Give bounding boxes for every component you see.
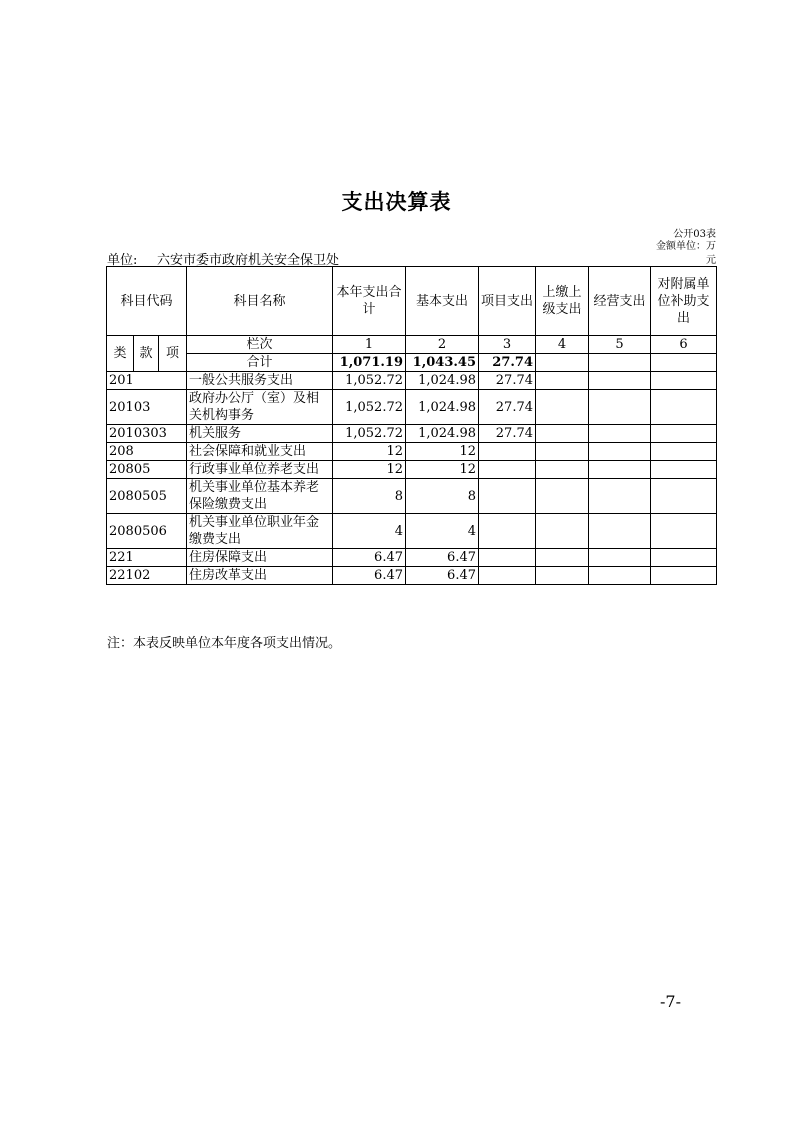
row-total: 12 [333,461,406,479]
table-row [107,567,717,585]
header-project: 项目支出 [479,267,536,336]
row-project: 27.74 [479,425,536,443]
row-code: 2080506 [107,514,187,549]
expenditure-table [106,266,717,585]
table-row [107,390,717,425]
row-code: 22102 [107,567,187,585]
row-basic: 4 [406,514,479,549]
row-total: 6.47 [333,567,406,585]
page-number: -7- [660,992,681,1011]
row-project [479,443,536,461]
row-total: 6.47 [333,549,406,567]
row-basic: 1,024.98 [406,372,479,390]
row-name: 政府办公厅（室）及相关机构事务 [187,390,333,425]
row-basic: 1,024.98 [406,390,479,425]
row-code: 20103 [107,390,187,425]
table-row [107,514,717,549]
row-code: 2080505 [107,479,187,514]
row-total: 1,052.72 [333,372,406,390]
column-index-row [107,336,717,354]
row-name: 社会保障和就业支出 [187,443,333,461]
amount-unit-line1: 金额单位：万 [656,241,716,252]
total-basic: 1,043.45 [406,354,479,372]
table-row [107,461,717,479]
row-basic: 6.47 [406,549,479,567]
row-code: 2010303 [107,425,187,443]
header-xiang: 项 [159,336,187,372]
header-basic: 基本支出 [406,267,479,336]
column-index-label: 栏次 [187,336,333,354]
row-project [479,461,536,479]
row-name: 行政事业单位养老支出 [187,461,333,479]
row-project [479,514,536,549]
row-total: 1,052.72 [333,390,406,425]
table-row [107,549,717,567]
col-number-2: 2 [406,336,479,354]
row-project [479,479,536,514]
col-number-1: 1 [333,336,406,354]
col-number-3: 3 [479,336,536,354]
row-code: 208 [107,443,187,461]
row-code: 20805 [107,461,187,479]
row-name: 住房改革支出 [187,567,333,585]
row-total: 8 [333,479,406,514]
amount-unit [656,240,716,268]
table-row [107,479,717,514]
total-label: 合计 [187,354,333,372]
org-name: 六安市委市政府机关安全保卫处 [157,253,340,268]
row-basic: 12 [406,461,479,479]
header-total: 本年支出合计 [333,267,406,336]
page-title: 支出决算表 [341,190,452,214]
header-business: 经营支出 [589,267,651,336]
row-total: 4 [333,514,406,549]
table-row [107,425,717,443]
header-subsidiary: 对附属单位补助支出 [651,267,717,336]
col-number-4: 4 [536,336,589,354]
row-name: 一般公共服务支出 [187,372,333,390]
row-name: 住房保障支出 [187,549,333,567]
row-name: 机关服务 [187,425,333,443]
row-basic: 12 [406,443,479,461]
total-row [107,354,717,372]
header-lei: 类 [107,336,134,372]
header-kuan: 款 [134,336,159,372]
row-total: 1,052.72 [333,425,406,443]
header-name: 科目名称 [187,267,333,336]
col-number-5: 5 [589,336,651,354]
header-upper: 上缴上级支出 [536,267,589,336]
row-name: 机关事业单位职业年金缴费支出 [187,514,333,549]
row-total: 12 [333,443,406,461]
amount-unit-line2: 元 [706,255,716,266]
header-code: 科目代码 [107,267,187,336]
row-project: 27.74 [479,390,536,425]
row-basic: 1,024.98 [406,425,479,443]
org-label: 单位: [107,253,138,268]
row-basic: 6.47 [406,567,479,585]
row-project [479,567,536,585]
row-project: 27.74 [479,372,536,390]
row-basic: 8 [406,479,479,514]
total-project: 27.74 [479,354,536,372]
table-row [107,372,717,390]
header-row [107,267,717,336]
row-name: 机关事业单位基本养老保险缴费支出 [187,479,333,514]
table-row [107,443,717,461]
row-code: 201 [107,372,187,390]
row-project [479,549,536,567]
table-note: 注：本表反映单位本年度各项支出情况。 [107,636,342,651]
form-number: 公开03表 [673,229,716,240]
total-total: 1,071.19 [333,354,406,372]
col-number-6: 6 [651,336,717,354]
row-code: 221 [107,549,187,567]
